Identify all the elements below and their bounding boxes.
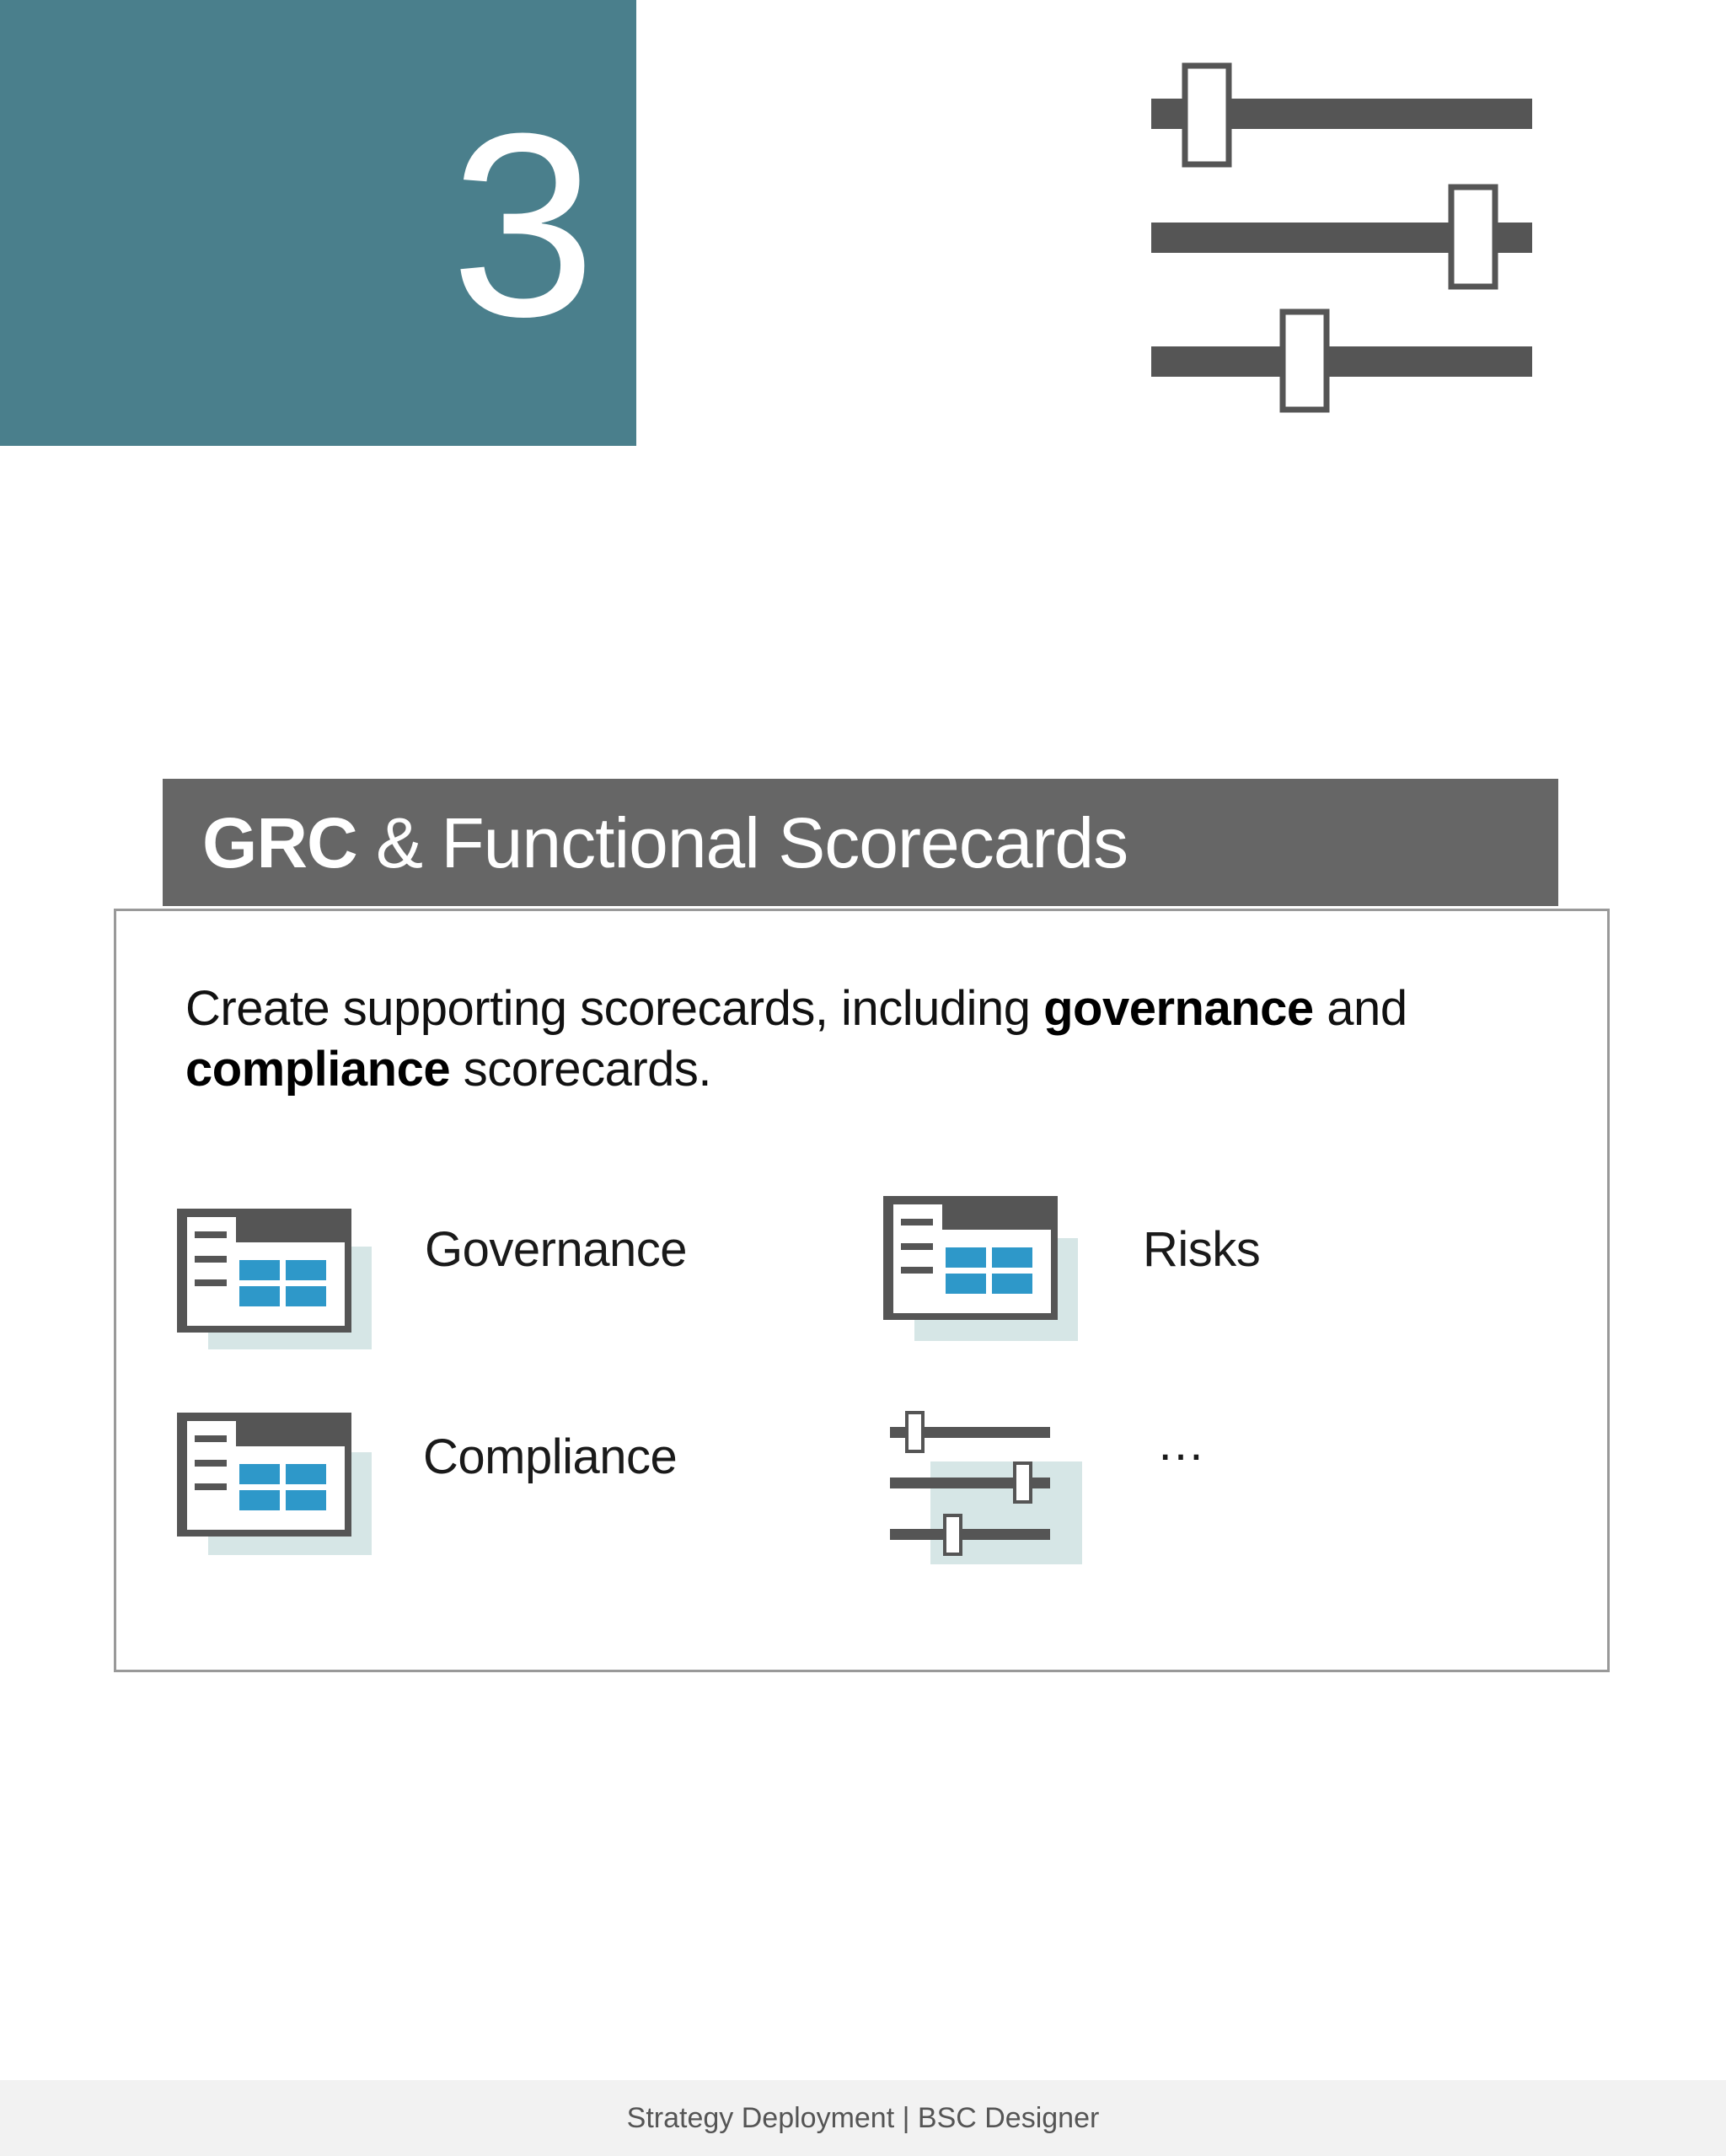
intro-text bbox=[185, 979, 1534, 1100]
item-label-compliance: Compliance bbox=[423, 1429, 678, 1484]
item-label-governance: Governance bbox=[425, 1222, 687, 1277]
step-number-block bbox=[0, 0, 636, 446]
section-title-rest: & Functional Scorecards bbox=[356, 803, 1128, 882]
step-number: 3 bbox=[450, 78, 592, 371]
sliders-icon bbox=[890, 1407, 1084, 1571]
content-box bbox=[114, 909, 1610, 1672]
intro-part: Create supporting scorecards, including bbox=[185, 981, 1044, 1036]
section-header bbox=[163, 779, 1558, 906]
item-label-more: … bbox=[1156, 1416, 1205, 1471]
item-label-risks: Risks bbox=[1143, 1222, 1261, 1277]
footer-text: Strategy Deployment | BSC Designer bbox=[626, 2102, 1100, 2134]
scorecard-icon bbox=[176, 1412, 374, 1557]
footer bbox=[0, 2080, 1726, 2156]
sliders-icon bbox=[1148, 57, 1536, 420]
intro-bold-compliance: compliance bbox=[185, 1042, 451, 1097]
scorecard-icon bbox=[882, 1195, 1080, 1343]
scorecard-icon bbox=[176, 1208, 374, 1351]
intro-part: scorecards. bbox=[450, 1042, 712, 1097]
section-title-strong: GRC bbox=[202, 803, 357, 882]
intro-part: and bbox=[1313, 981, 1407, 1036]
section-title bbox=[202, 804, 1128, 882]
intro-bold-governance: governance bbox=[1043, 981, 1314, 1036]
